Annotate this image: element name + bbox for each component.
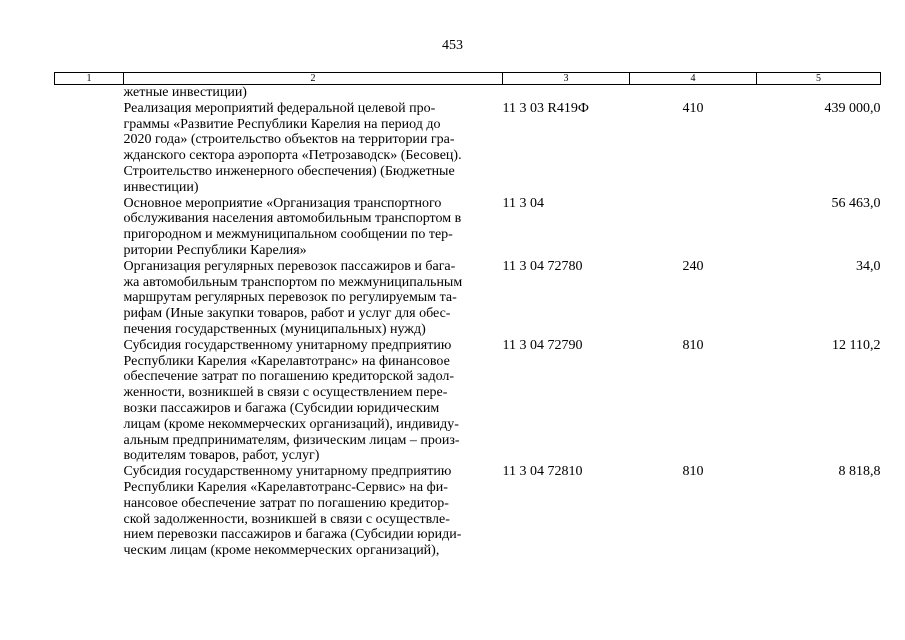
cell-amount: 8 818,8 [838, 464, 881, 480]
description-line: нием перевозки пассажиров и багажа (Субсидии юриди- [123, 527, 462, 543]
cell-description [124, 259, 503, 338]
cell-code [503, 85, 630, 101]
description-line: Реализация мероприятий федеральной целевой про- [123, 100, 436, 116]
description-line: нансовое обеспечение затрат по погашению кредитор- [123, 495, 449, 511]
description-line: жданского сектора аэропорта «Петрозаводск» (Бесовец). [123, 148, 462, 164]
table-body [55, 85, 881, 559]
cell-expense-type [630, 196, 757, 259]
description-line: ритории Республики Карелия» [123, 242, 307, 258]
page-number: 453 [442, 38, 463, 53]
column-number-row [55, 73, 881, 85]
cell-code: 11 3 04 [502, 195, 544, 211]
description-line: ской задолженности, возникшей в связи с осуществле- [123, 511, 450, 527]
cell-expense-type: 410 [682, 100, 704, 116]
description-line: обеспечение затрат по погашению кредиторской задол- [123, 369, 455, 385]
description-line: жа автомобильным транспортом по межмуниципальным [123, 274, 463, 290]
description-line: водителям товаров, работ, услуг) [123, 448, 320, 464]
column-number-2: 2 [124, 73, 503, 85]
description-line: возки пассажиров и багажа (Субсидии юридическим [123, 400, 440, 416]
table-row [55, 259, 881, 338]
description-line: Республики Карелия «Карелавтотранс» на финансовое [123, 353, 450, 369]
column-number-5: 5 [757, 73, 881, 85]
cell-expense-type: 810 [682, 464, 704, 480]
cell-description [124, 101, 503, 196]
table-row [55, 196, 881, 259]
table-row [55, 85, 881, 101]
cell-amount: 56 463,0 [831, 195, 881, 211]
description-line: женности, возникшей в связи с осуществлением пере- [123, 385, 448, 401]
table-row [55, 464, 881, 559]
description-line: ческим лицам (кроме некоммерческих организаций), [123, 543, 440, 559]
description-line: граммы «Развитие Республики Карелия на период до [123, 116, 441, 132]
cell-empty [55, 85, 124, 101]
table-row [55, 101, 881, 196]
description-line: Республики Карелия «Карелавтотранс-Сервис» на фи- [123, 479, 448, 495]
cell-code: 11 3 04 72790 [502, 337, 583, 353]
description-line: инвестиции) [123, 179, 199, 195]
cell-expense-type: 240 [682, 258, 704, 274]
cell-empty [55, 464, 124, 559]
cell-empty [55, 101, 124, 196]
cell-amount: 34,0 [856, 258, 881, 274]
cell-code: 11 3 04 72810 [502, 464, 583, 480]
description-line: рифам (Иные закупки товаров, работ и услуг для обес- [123, 306, 451, 322]
description-line: Организация регулярных перевозок пассажиров и бага- [123, 258, 456, 274]
column-number-3: 3 [503, 73, 630, 85]
column-number-4: 4 [630, 73, 757, 85]
cell-description [124, 338, 503, 464]
description-line: жетные инвестиции) [123, 85, 247, 100]
description-line: Основное мероприятие «Организация транспортного [123, 195, 442, 211]
cell-amount: 12 110,2 [832, 337, 881, 353]
cell-description [124, 85, 503, 101]
table-row [55, 338, 881, 464]
cell-empty [55, 338, 124, 464]
description-line: 2020 года» (строительство объектов на территории гра- [123, 132, 455, 148]
cell-description [124, 464, 503, 559]
description-line: маршрутам регулярных перевозок по регулируемым та- [123, 290, 457, 306]
description-line: пригородном и межмуниципальном сообщении по тер- [123, 227, 453, 243]
description-line: Строительство инженерного обеспечения) (Бюджетные [123, 163, 455, 179]
column-number-1: 1 [55, 73, 124, 85]
cell-amount [757, 85, 881, 101]
cell-code: 11 3 04 72780 [502, 258, 583, 274]
cell-expense-type [630, 85, 757, 101]
description-line: альным предпринимателям, физическим лицам – произ- [123, 432, 460, 448]
cell-amount: 439 000,0 [824, 100, 881, 116]
cell-expense-type: 810 [682, 337, 704, 353]
cell-description [124, 196, 503, 259]
budget-table [54, 72, 881, 559]
description-line: лицам (кроме некоммерческих организаций), индивиду- [123, 416, 459, 432]
description-line: обслуживания населения автомобильным транспортом в [123, 211, 462, 227]
description-line: Субсидия государственному унитарному предприятию [123, 464, 452, 480]
cell-code: 11 3 03 R419Ф [502, 100, 589, 116]
description-line: печения государственных (муниципальных) нужд) [123, 321, 426, 337]
description-line: Субсидия государственному унитарному предприятию [123, 337, 452, 353]
cell-empty [55, 259, 124, 338]
cell-empty [55, 196, 124, 259]
